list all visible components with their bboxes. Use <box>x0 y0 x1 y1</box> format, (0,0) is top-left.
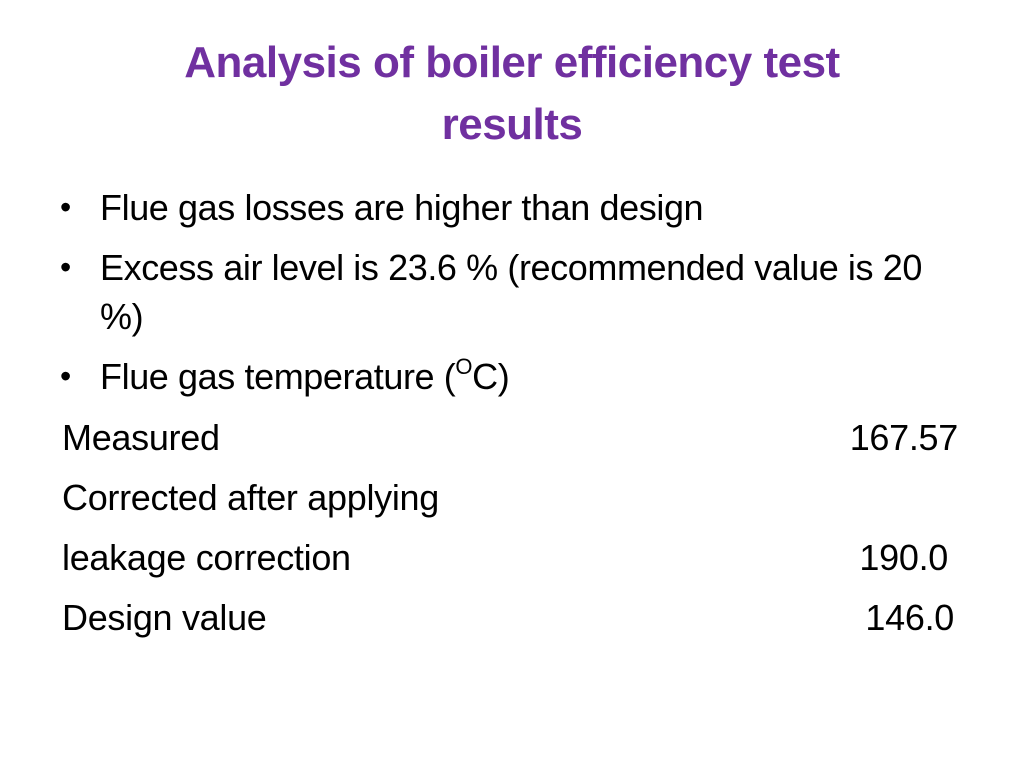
row-label: Design value <box>62 597 267 638</box>
bullet-text: Flue gas losses are higher than design <box>100 187 704 228</box>
table-row <box>60 413 960 473</box>
bullet-text: Excess air level is 23.6 % (recommended value is 20 %) <box>100 247 922 337</box>
row-label: Measured <box>62 417 220 458</box>
table-row <box>60 473 960 533</box>
title-line-2: results <box>441 100 583 149</box>
bullet-item <box>60 352 970 401</box>
row-value: 146.0 <box>865 597 954 638</box>
row-value: 190.0 <box>859 537 948 578</box>
bullet-dot-icon: • <box>60 249 71 285</box>
row-label: Corrected after applying <box>62 477 440 518</box>
row-value: 167.57 <box>849 417 958 458</box>
bullet-list <box>60 183 970 412</box>
slide-title <box>112 32 912 156</box>
temperature-unit-suffix: C) <box>472 356 510 397</box>
table-row <box>60 533 960 593</box>
bullet-text: Flue gas temperature ( <box>100 356 456 397</box>
table-row <box>60 593 960 653</box>
bullet-dot-icon: • <box>60 358 71 394</box>
row-label: leakage correction <box>62 537 351 578</box>
bullet-item <box>60 183 970 232</box>
bullet-item <box>60 243 970 341</box>
title-line-1: Analysis of boiler efficiency test <box>184 38 840 87</box>
bullet-dot-icon: • <box>60 189 71 225</box>
degree-superscript: O <box>455 354 473 379</box>
temperature-table <box>60 413 960 653</box>
